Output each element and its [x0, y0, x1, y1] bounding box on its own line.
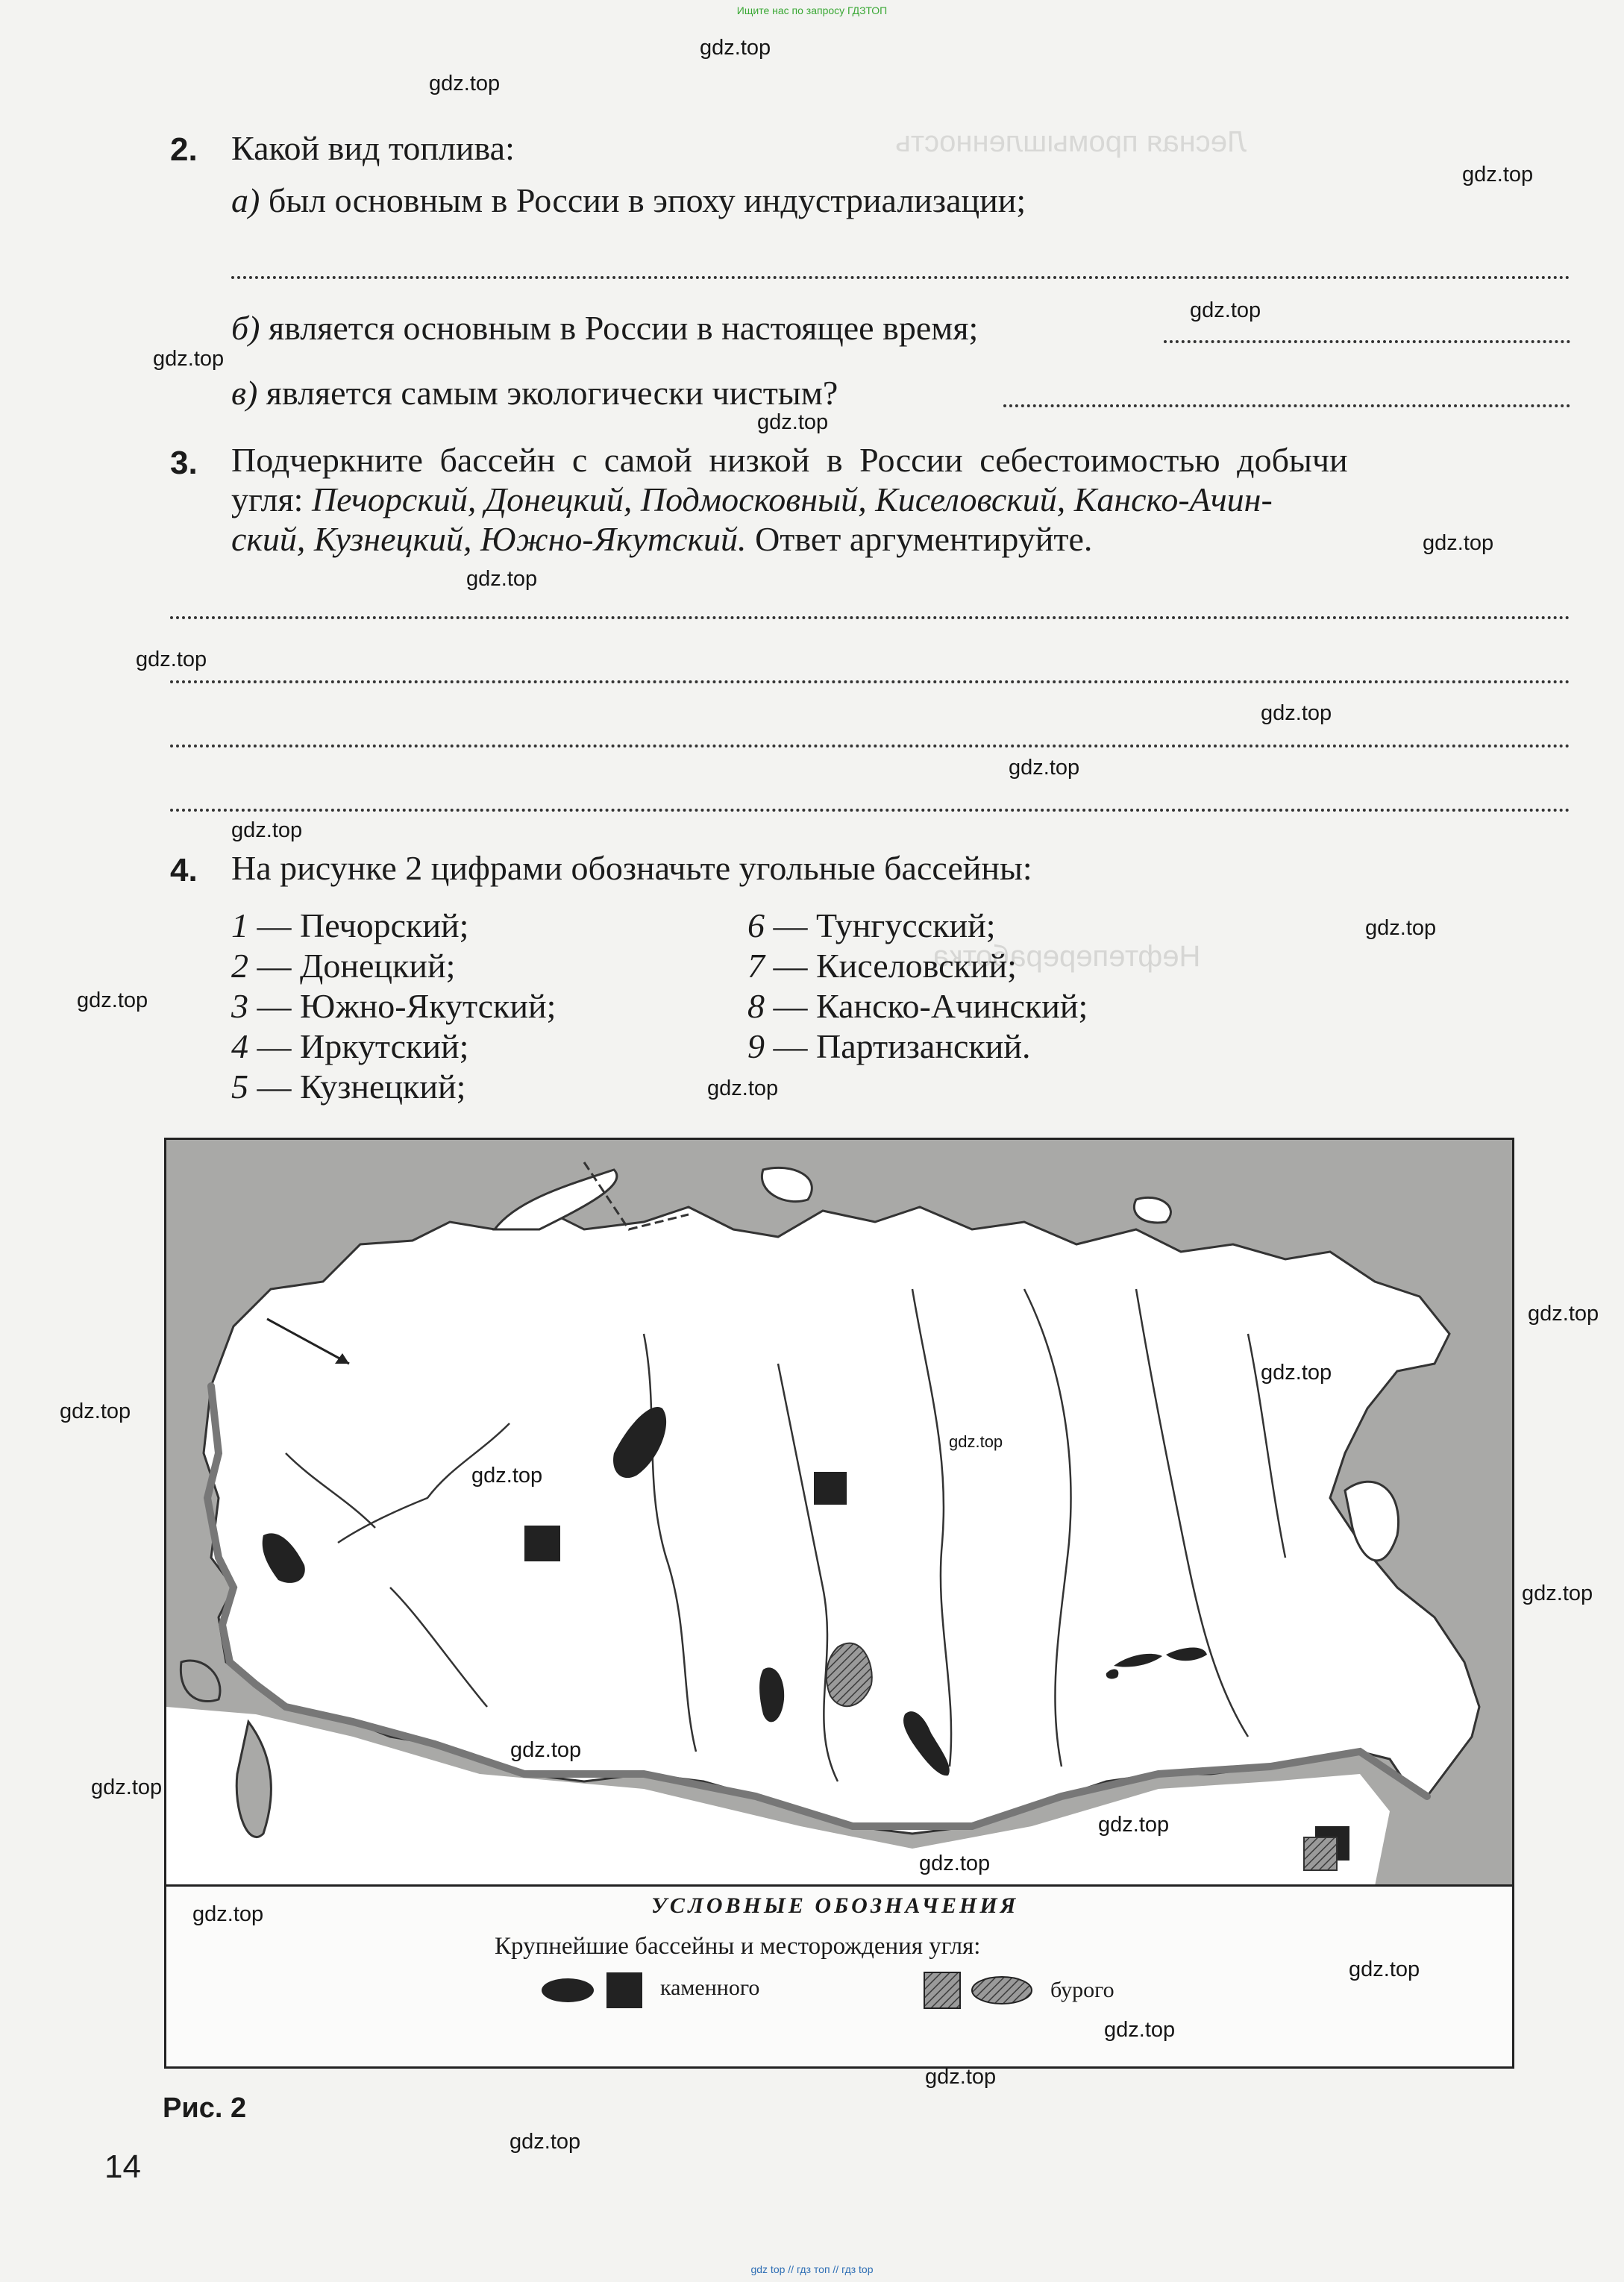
q3-line2-prefix: угля: — [231, 480, 304, 518]
figure-caption: Рис. 2 — [163, 2093, 247, 2124]
list-item: 8 — Канско-Ачинский; — [747, 987, 1088, 1025]
q3-line1: Подчеркните бассейн с самой низкой в России себестоимостью добычи — [231, 441, 1348, 479]
watermark: gdz.top — [925, 2065, 997, 2089]
watermark: gdz.top — [466, 567, 538, 591]
new-siberian-islands — [1134, 1197, 1170, 1223]
russia-map — [166, 1140, 1512, 1886]
legend-brown-coal-label: бурого — [1050, 1978, 1114, 2002]
q2-intro: Какой вид топлива: — [231, 129, 515, 167]
list-item: 7 — Киселовский; — [747, 947, 1017, 985]
q2-v-letter: в) — [231, 374, 258, 412]
watermark: gdz.top — [1261, 1361, 1332, 1385]
watermark: gdz.top — [510, 1738, 582, 1762]
legend-divider — [166, 1884, 1512, 1887]
q3-line3-suffix: Ответ аргументируйте. — [755, 520, 1093, 558]
watermark: gdz.top — [700, 36, 771, 60]
watermark: gdz.top — [471, 1464, 543, 1488]
watermark: gdz.top — [1349, 1957, 1420, 1981]
brown-coal-oval-icon — [972, 1977, 1032, 2004]
legend-hard-coal-label: каменного — [660, 1975, 760, 2000]
deposit-kansk-achinsk — [827, 1643, 872, 1707]
watermark: gdz.top — [429, 72, 501, 95]
watermark: gdz.top — [91, 1775, 163, 1799]
watermark: gdz.top — [192, 1902, 264, 1926]
legend-subtitle: Крупнейшие бассейны и месторождения угля: — [495, 1933, 981, 1960]
page-number: 14 — [104, 2148, 141, 2185]
watermark: gdz.top — [153, 347, 225, 371]
q3-basins-part1: Печорский, Донецкий, Подмосковный, Киселовский, Канско-Ачин- — [311, 480, 1273, 518]
watermark: gdz.top — [1462, 163, 1534, 186]
legend-hard-coal-symbols — [539, 1968, 659, 2013]
watermark: gdz.top — [919, 1852, 991, 1875]
q2-a — [231, 181, 1026, 220]
q2-v-text: является самым экологически чистым? — [266, 374, 838, 412]
watermark: gdz.top — [1365, 916, 1437, 940]
brown-coal-square-icon — [924, 1972, 960, 2008]
q4-intro: На рисунке 2 цифрами обозначьте угольные бассейны: — [231, 849, 1032, 887]
q2-v-answer-line[interactable] — [1003, 404, 1570, 407]
q2-a-letter: а) — [231, 181, 260, 219]
list-item: 2 — Донецкий; — [231, 947, 456, 985]
watermark: gdz.top — [60, 1399, 131, 1423]
watermark: gdz.top — [136, 648, 207, 671]
legend-brown-coal-symbols — [920, 1968, 1039, 2013]
watermark: gdz.top — [1522, 1582, 1593, 1605]
q2-number: 2. — [170, 131, 198, 168]
watermark: gdz.top — [1528, 1302, 1599, 1326]
watermark: gdz.top — [1098, 1813, 1170, 1837]
watermark: gdz.top — [949, 1432, 1003, 1451]
watermark: gdz.top — [77, 988, 148, 1012]
watermark: gdz.top — [1190, 298, 1261, 322]
watermark: gdz.top — [1104, 2018, 1176, 2042]
watermark: gdz.top — [231, 818, 303, 842]
q2-a-text: был основным в России в эпоху индустриализации; — [268, 181, 1026, 219]
watermark: gdz.top — [510, 2130, 581, 2154]
list-item: 9 — Партизанский. — [747, 1027, 1031, 1065]
q3-answer-line-2[interactable] — [170, 680, 1570, 683]
list-item: 5 — Кузнецкий; — [231, 1068, 466, 1106]
watermark: gdz.top — [1423, 531, 1494, 555]
footer-note: gdz top // гдз топ // гдз top — [750, 2263, 874, 2275]
q4-number: 4. — [170, 852, 198, 888]
q2-a-answer-line[interactable] — [231, 276, 1570, 279]
legend-title: УСЛОВНЫЕ ОБОЗНАЧЕНИЯ — [651, 1893, 1019, 1918]
header-note: Ищите нас по запросу ГДЗТОП — [736, 4, 888, 16]
q3-line3 — [231, 519, 1092, 559]
watermark: gdz.top — [757, 410, 829, 434]
q3-basins-part2: ский, Кузнецкий, Южно-Якутский. — [231, 520, 747, 558]
list-item: 3 — Южно-Якутский; — [231, 987, 557, 1025]
watermark: gdz.top — [1261, 701, 1332, 725]
q2-b-answer-line[interactable] — [1164, 340, 1570, 343]
list-item: 4 — Иркутский; — [231, 1027, 469, 1065]
deposit-vorkuta-square — [814, 1472, 847, 1505]
hard-coal-oval-icon — [542, 1978, 594, 2002]
q3-answer-line-1[interactable] — [170, 616, 1570, 619]
q2-b-letter: б) — [231, 309, 260, 347]
q3-line2 — [231, 480, 1273, 519]
q3-answer-line-4[interactable] — [170, 809, 1570, 812]
q2-b-text: является основным в России в настоящее время; — [268, 309, 979, 347]
q2-b — [231, 308, 978, 348]
hard-coal-square-icon — [606, 1972, 642, 2008]
q2-v — [231, 373, 838, 413]
q3-number: 3. — [170, 445, 198, 481]
watermark: gdz.top — [1009, 756, 1080, 780]
list-item: 1 — Печорский; — [231, 906, 469, 944]
map-figure — [164, 1138, 1514, 2069]
q3-answer-line-3[interactable] — [170, 745, 1570, 747]
deposit-brown-square — [1304, 1837, 1337, 1870]
watermark: gdz.top — [707, 1076, 779, 1100]
deposit-podmoskovny-square — [524, 1526, 560, 1561]
list-item: 6 — Тунгусский; — [747, 906, 996, 944]
